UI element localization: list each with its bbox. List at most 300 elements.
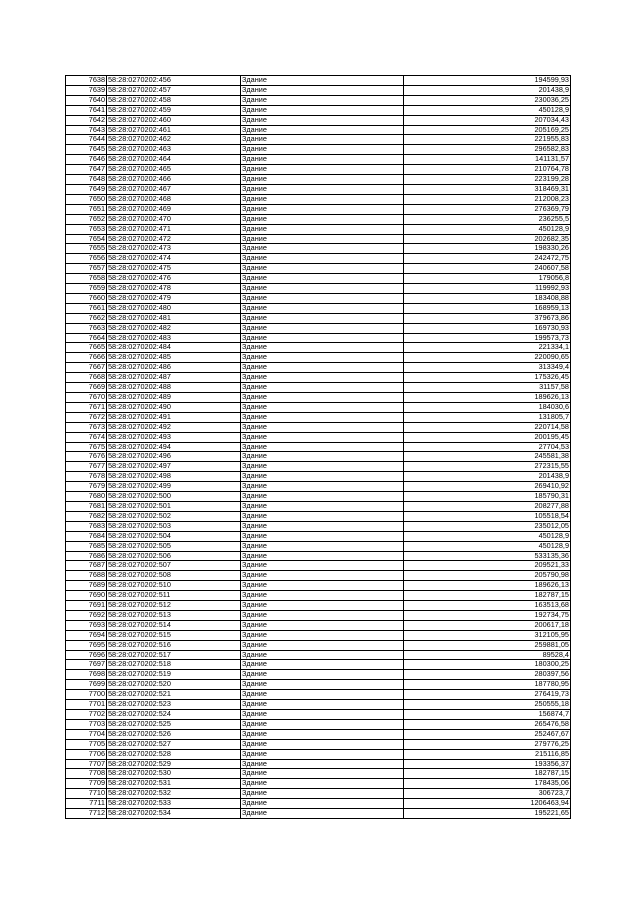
cadastral-value-cell: 198330,26 xyxy=(404,244,571,254)
table-row xyxy=(66,511,571,521)
table-row xyxy=(66,76,571,86)
table-row xyxy=(66,284,571,294)
cadastral-value-cell: 450128,9 xyxy=(404,541,571,551)
cadastral-value-cell: 235012,05 xyxy=(404,521,571,531)
object-type-cell: Здание xyxy=(241,739,404,749)
object-type-cell: Здание xyxy=(241,145,404,155)
table-row xyxy=(66,343,571,353)
cadastral-number-cell: 58:28:0270202:472 xyxy=(107,234,241,244)
object-type-cell: Здание xyxy=(241,650,404,660)
cadastral-value-cell: 265476,58 xyxy=(404,719,571,729)
row-number-cell: 7667 xyxy=(66,363,107,373)
cadastral-value-cell: 201438,9 xyxy=(404,472,571,482)
row-number-cell: 7688 xyxy=(66,571,107,581)
object-type-cell: Здание xyxy=(241,719,404,729)
row-number-cell: 7665 xyxy=(66,343,107,353)
cadastral-number-cell: 58:28:0270202:466 xyxy=(107,175,241,185)
object-type-cell: Здание xyxy=(241,244,404,254)
table-row xyxy=(66,175,571,185)
row-number-cell: 7704 xyxy=(66,729,107,739)
object-type-cell: Здание xyxy=(241,769,404,779)
cadastral-value-cell: 182787,15 xyxy=(404,769,571,779)
row-number-cell: 7652 xyxy=(66,214,107,224)
row-number-cell: 7691 xyxy=(66,601,107,611)
cadastral-value-cell: 245581,38 xyxy=(404,452,571,462)
object-type-cell: Здание xyxy=(241,729,404,739)
object-type-cell: Здание xyxy=(241,511,404,521)
table-row xyxy=(66,373,571,383)
cadastral-number-cell: 58:28:0270202:473 xyxy=(107,244,241,254)
table-row xyxy=(66,551,571,561)
row-number-cell: 7670 xyxy=(66,393,107,403)
cadastral-value-cell: 259881,05 xyxy=(404,640,571,650)
cadastral-value-cell: 141131,57 xyxy=(404,155,571,165)
cadastral-number-cell: 58:28:0270202:527 xyxy=(107,739,241,749)
cadastral-number-cell: 58:28:0270202:528 xyxy=(107,749,241,759)
row-number-cell: 7651 xyxy=(66,204,107,214)
object-type-cell: Здание xyxy=(241,591,404,601)
cadastral-value-cell: 175326,45 xyxy=(404,373,571,383)
cadastral-value-cell: 212008,23 xyxy=(404,194,571,204)
row-number-cell: 7707 xyxy=(66,759,107,769)
table-row xyxy=(66,700,571,710)
cadastral-value-cell: 178435,06 xyxy=(404,779,571,789)
table-row xyxy=(66,779,571,789)
cadastral-value-cell: 312105,95 xyxy=(404,630,571,640)
cadastral-value-cell: 31157,58 xyxy=(404,383,571,393)
table-row xyxy=(66,323,571,333)
table-body xyxy=(66,76,571,819)
row-number-cell: 7708 xyxy=(66,769,107,779)
row-number-cell: 7689 xyxy=(66,581,107,591)
cadastral-value-cell: 168959,13 xyxy=(404,303,571,313)
cadastral-number-cell: 58:28:0270202:500 xyxy=(107,492,241,502)
cadastral-value-cell: 156874,7 xyxy=(404,710,571,720)
cadastral-value-cell: 450128,9 xyxy=(404,224,571,234)
row-number-cell: 7699 xyxy=(66,680,107,690)
cadastral-number-cell: 58:28:0270202:523 xyxy=(107,700,241,710)
row-number-cell: 7668 xyxy=(66,373,107,383)
cadastral-number-cell: 58:28:0270202:526 xyxy=(107,729,241,739)
cadastral-number-cell: 58:28:0270202:525 xyxy=(107,719,241,729)
object-type-cell: Здание xyxy=(241,323,404,333)
cadastral-number-cell: 58:28:0270202:457 xyxy=(107,85,241,95)
cadastral-value-cell: 169730,93 xyxy=(404,323,571,333)
cadastral-number-cell: 58:28:0270202:460 xyxy=(107,115,241,125)
cadastral-number-cell: 58:28:0270202:497 xyxy=(107,462,241,472)
cadastral-number-cell: 58:28:0270202:529 xyxy=(107,759,241,769)
object-type-cell: Здание xyxy=(241,601,404,611)
cadastral-number-cell: 58:28:0270202:516 xyxy=(107,640,241,650)
object-type-cell: Здание xyxy=(241,620,404,630)
cadastral-number-cell: 58:28:0270202:482 xyxy=(107,323,241,333)
row-number-cell: 7697 xyxy=(66,660,107,670)
row-number-cell: 7687 xyxy=(66,561,107,571)
cadastral-number-cell: 58:28:0270202:487 xyxy=(107,373,241,383)
cadastral-number-cell: 58:28:0270202:461 xyxy=(107,125,241,135)
object-type-cell: Здание xyxy=(241,224,404,234)
object-type-cell: Здание xyxy=(241,363,404,373)
object-type-cell: Здание xyxy=(241,353,404,363)
cadastral-number-cell: 58:28:0270202:465 xyxy=(107,165,241,175)
cadastral-number-cell: 58:28:0270202:519 xyxy=(107,670,241,680)
row-number-cell: 7680 xyxy=(66,492,107,502)
cadastral-value-cell: 192734,75 xyxy=(404,610,571,620)
table-row xyxy=(66,393,571,403)
object-type-cell: Здание xyxy=(241,640,404,650)
cadastral-number-cell: 58:28:0270202:520 xyxy=(107,680,241,690)
cadastral-number-cell: 58:28:0270202:479 xyxy=(107,293,241,303)
cadastral-value-cell: 189626,13 xyxy=(404,581,571,591)
object-type-cell: Здание xyxy=(241,422,404,432)
table-row xyxy=(66,710,571,720)
row-number-cell: 7653 xyxy=(66,224,107,234)
cadastral-number-cell: 58:28:0270202:494 xyxy=(107,442,241,452)
object-type-cell: Здание xyxy=(241,680,404,690)
object-type-cell: Здание xyxy=(241,521,404,531)
table-row xyxy=(66,541,571,551)
table-row xyxy=(66,452,571,462)
object-type-cell: Здание xyxy=(241,710,404,720)
cadastral-value-cell: 184030,6 xyxy=(404,402,571,412)
row-number-cell: 7701 xyxy=(66,700,107,710)
table-row xyxy=(66,531,571,541)
table-row xyxy=(66,690,571,700)
table-row xyxy=(66,610,571,620)
cadastral-value-cell: 306723,7 xyxy=(404,789,571,799)
cadastral-value-cell: 202682,35 xyxy=(404,234,571,244)
table-row xyxy=(66,402,571,412)
object-type-cell: Здание xyxy=(241,749,404,759)
table-row xyxy=(66,680,571,690)
object-type-cell: Здание xyxy=(241,95,404,105)
object-type-cell: Здание xyxy=(241,155,404,165)
table-row xyxy=(66,561,571,571)
row-number-cell: 7692 xyxy=(66,610,107,620)
row-number-cell: 7678 xyxy=(66,472,107,482)
cadastral-value-cell: 208277,88 xyxy=(404,501,571,511)
table-row xyxy=(66,244,571,254)
table-row xyxy=(66,115,571,125)
cadastral-number-cell: 58:28:0270202:462 xyxy=(107,135,241,145)
table-row xyxy=(66,293,571,303)
row-number-cell: 7650 xyxy=(66,194,107,204)
cadastral-value-cell: 163513,68 xyxy=(404,601,571,611)
table-row xyxy=(66,125,571,135)
table-row xyxy=(66,412,571,422)
table-row xyxy=(66,184,571,194)
table-row xyxy=(66,719,571,729)
object-type-cell: Здание xyxy=(241,700,404,710)
row-number-cell: 7684 xyxy=(66,531,107,541)
object-type-cell: Здание xyxy=(241,125,404,135)
object-type-cell: Здание xyxy=(241,531,404,541)
cadastral-value-cell: 279776,25 xyxy=(404,739,571,749)
row-number-cell: 7677 xyxy=(66,462,107,472)
cadastral-value-cell: 1206463,94 xyxy=(404,799,571,809)
cadastral-value-cell: 180300,25 xyxy=(404,660,571,670)
cadastral-value-cell: 200195,45 xyxy=(404,432,571,442)
cadastral-value-cell: 533135,36 xyxy=(404,551,571,561)
cadastral-value-cell: 27704,53 xyxy=(404,442,571,452)
object-type-cell: Здание xyxy=(241,254,404,264)
cadastral-number-cell: 58:28:0270202:475 xyxy=(107,264,241,274)
row-number-cell: 7659 xyxy=(66,284,107,294)
cadastral-number-cell: 58:28:0270202:512 xyxy=(107,601,241,611)
table-row xyxy=(66,303,571,313)
table-row xyxy=(66,809,571,819)
row-number-cell: 7638 xyxy=(66,76,107,86)
table-row xyxy=(66,482,571,492)
row-number-cell: 7640 xyxy=(66,95,107,105)
row-number-cell: 7693 xyxy=(66,620,107,630)
object-type-cell: Здание xyxy=(241,214,404,224)
table-row xyxy=(66,521,571,531)
cadastral-value-cell: 242472,75 xyxy=(404,254,571,264)
table-row xyxy=(66,492,571,502)
cadastral-number-cell: 58:28:0270202:534 xyxy=(107,809,241,819)
cadastral-number-cell: 58:28:0270202:499 xyxy=(107,482,241,492)
table-row xyxy=(66,442,571,452)
object-type-cell: Здание xyxy=(241,293,404,303)
table-row xyxy=(66,432,571,442)
table-row xyxy=(66,165,571,175)
cadastral-number-cell: 58:28:0270202:481 xyxy=(107,313,241,323)
table-row xyxy=(66,660,571,670)
object-type-cell: Здание xyxy=(241,313,404,323)
cadastral-number-cell: 58:28:0270202:468 xyxy=(107,194,241,204)
object-type-cell: Здание xyxy=(241,690,404,700)
cadastral-value-cell: 240607,58 xyxy=(404,264,571,274)
object-type-cell: Здание xyxy=(241,383,404,393)
cadastral-value-cell: 280397,56 xyxy=(404,670,571,680)
data-table xyxy=(65,75,571,819)
table-row xyxy=(66,85,571,95)
cadastral-value-cell: 230036,25 xyxy=(404,95,571,105)
cadastral-value-cell: 179056,8 xyxy=(404,274,571,284)
cadastral-number-cell: 58:28:0270202:503 xyxy=(107,521,241,531)
row-number-cell: 7657 xyxy=(66,264,107,274)
table-row xyxy=(66,759,571,769)
row-number-cell: 7706 xyxy=(66,749,107,759)
row-number-cell: 7660 xyxy=(66,293,107,303)
table-row xyxy=(66,462,571,472)
cadastral-number-cell: 58:28:0270202:456 xyxy=(107,76,241,86)
row-number-cell: 7705 xyxy=(66,739,107,749)
object-type-cell: Здание xyxy=(241,303,404,313)
object-type-cell: Здание xyxy=(241,541,404,551)
cadastral-value-cell: 205169,25 xyxy=(404,125,571,135)
cadastral-number-cell: 58:28:0270202:521 xyxy=(107,690,241,700)
object-type-cell: Здание xyxy=(241,175,404,185)
object-type-cell: Здание xyxy=(241,135,404,145)
table-row xyxy=(66,234,571,244)
table-row xyxy=(66,472,571,482)
row-number-cell: 7654 xyxy=(66,234,107,244)
object-type-cell: Здание xyxy=(241,194,404,204)
object-type-cell: Здание xyxy=(241,452,404,462)
row-number-cell: 7711 xyxy=(66,799,107,809)
cadastral-value-cell: 215116,85 xyxy=(404,749,571,759)
row-number-cell: 7674 xyxy=(66,432,107,442)
cadastral-value-cell: 236255,5 xyxy=(404,214,571,224)
cadastral-value-cell: 200617,18 xyxy=(404,620,571,630)
cadastral-value-cell: 250555,18 xyxy=(404,700,571,710)
row-number-cell: 7690 xyxy=(66,591,107,601)
object-type-cell: Здание xyxy=(241,571,404,581)
row-number-cell: 7694 xyxy=(66,630,107,640)
table-row xyxy=(66,581,571,591)
object-type-cell: Здание xyxy=(241,274,404,284)
cadastral-value-cell: 210764,78 xyxy=(404,165,571,175)
row-number-cell: 7675 xyxy=(66,442,107,452)
cadastral-number-cell: 58:28:0270202:474 xyxy=(107,254,241,264)
row-number-cell: 7647 xyxy=(66,165,107,175)
cadastral-value-cell: 209521,33 xyxy=(404,561,571,571)
cadastral-value-cell: 223199,28 xyxy=(404,175,571,185)
cadastral-value-cell: 313349,4 xyxy=(404,363,571,373)
cadastral-value-cell: 318469,31 xyxy=(404,184,571,194)
object-type-cell: Здание xyxy=(241,264,404,274)
object-type-cell: Здание xyxy=(241,412,404,422)
object-type-cell: Здание xyxy=(241,105,404,115)
cadastral-number-cell: 58:28:0270202:514 xyxy=(107,620,241,630)
cadastral-number-cell: 58:28:0270202:459 xyxy=(107,105,241,115)
table-row xyxy=(66,650,571,660)
table-row xyxy=(66,363,571,373)
cadastral-number-cell: 58:28:0270202:464 xyxy=(107,155,241,165)
row-number-cell: 7709 xyxy=(66,779,107,789)
cadastral-value-cell: 195221,65 xyxy=(404,809,571,819)
cadastral-number-cell: 58:28:0270202:532 xyxy=(107,789,241,799)
cadastral-number-cell: 58:28:0270202:501 xyxy=(107,501,241,511)
row-number-cell: 7643 xyxy=(66,125,107,135)
cadastral-number-cell: 58:28:0270202:510 xyxy=(107,581,241,591)
cadastral-value-cell: 119992,93 xyxy=(404,284,571,294)
object-type-cell: Здание xyxy=(241,581,404,591)
table-row xyxy=(66,729,571,739)
row-number-cell: 7698 xyxy=(66,670,107,680)
table-row xyxy=(66,224,571,234)
cadastral-value-cell: 276419,73 xyxy=(404,690,571,700)
table-row xyxy=(66,105,571,115)
row-number-cell: 7702 xyxy=(66,710,107,720)
row-number-cell: 7649 xyxy=(66,184,107,194)
cadastral-number-cell: 58:28:0270202:488 xyxy=(107,383,241,393)
cadastral-number-cell: 58:28:0270202:511 xyxy=(107,591,241,601)
row-number-cell: 7639 xyxy=(66,85,107,95)
cadastral-number-cell: 58:28:0270202:492 xyxy=(107,422,241,432)
object-type-cell: Здание xyxy=(241,660,404,670)
table-row xyxy=(66,739,571,749)
table-row xyxy=(66,155,571,165)
table-row xyxy=(66,145,571,155)
row-number-cell: 7712 xyxy=(66,809,107,819)
object-type-cell: Здание xyxy=(241,76,404,86)
object-type-cell: Здание xyxy=(241,472,404,482)
cadastral-value-cell: 220090,65 xyxy=(404,353,571,363)
row-number-cell: 7683 xyxy=(66,521,107,531)
object-type-cell: Здание xyxy=(241,779,404,789)
object-type-cell: Здание xyxy=(241,402,404,412)
cadastral-number-cell: 58:28:0270202:502 xyxy=(107,511,241,521)
cadastral-number-cell: 58:28:0270202:480 xyxy=(107,303,241,313)
object-type-cell: Здание xyxy=(241,809,404,819)
cadastral-number-cell: 58:28:0270202:515 xyxy=(107,630,241,640)
object-type-cell: Здание xyxy=(241,115,404,125)
object-type-cell: Здание xyxy=(241,373,404,383)
row-number-cell: 7703 xyxy=(66,719,107,729)
table-row xyxy=(66,591,571,601)
object-type-cell: Здание xyxy=(241,204,404,214)
cadastral-number-cell: 58:28:0270202:486 xyxy=(107,363,241,373)
cadastral-number-cell: 58:28:0270202:483 xyxy=(107,333,241,343)
object-type-cell: Здание xyxy=(241,492,404,502)
table-row xyxy=(66,204,571,214)
table-row xyxy=(66,313,571,323)
cadastral-value-cell: 187780,95 xyxy=(404,680,571,690)
cadastral-number-cell: 58:28:0270202:485 xyxy=(107,353,241,363)
cadastral-number-cell: 58:28:0270202:530 xyxy=(107,769,241,779)
table-row xyxy=(66,333,571,343)
object-type-cell: Здание xyxy=(241,759,404,769)
cadastral-value-cell: 185790,31 xyxy=(404,492,571,502)
row-number-cell: 7663 xyxy=(66,323,107,333)
object-type-cell: Здание xyxy=(241,670,404,680)
row-number-cell: 7655 xyxy=(66,244,107,254)
row-number-cell: 7658 xyxy=(66,274,107,284)
row-number-cell: 7679 xyxy=(66,482,107,492)
table-row xyxy=(66,214,571,224)
cadastral-value-cell: 201438,9 xyxy=(404,85,571,95)
row-number-cell: 7700 xyxy=(66,690,107,700)
row-number-cell: 7664 xyxy=(66,333,107,343)
cadastral-number-cell: 58:28:0270202:463 xyxy=(107,145,241,155)
table-row xyxy=(66,264,571,274)
cadastral-number-cell: 58:28:0270202:505 xyxy=(107,541,241,551)
table-row xyxy=(66,571,571,581)
row-number-cell: 7666 xyxy=(66,353,107,363)
cadastral-value-cell: 450128,9 xyxy=(404,105,571,115)
row-number-cell: 7644 xyxy=(66,135,107,145)
row-number-cell: 7695 xyxy=(66,640,107,650)
object-type-cell: Здание xyxy=(241,343,404,353)
object-type-cell: Здание xyxy=(241,165,404,175)
object-type-cell: Здание xyxy=(241,482,404,492)
cadastral-value-cell: 252467,67 xyxy=(404,729,571,739)
cadastral-value-cell: 131805,7 xyxy=(404,412,571,422)
row-number-cell: 7686 xyxy=(66,551,107,561)
object-type-cell: Здание xyxy=(241,184,404,194)
row-number-cell: 7685 xyxy=(66,541,107,551)
row-number-cell: 7682 xyxy=(66,511,107,521)
row-number-cell: 7656 xyxy=(66,254,107,264)
cadastral-value-cell: 296582,83 xyxy=(404,145,571,155)
cadastral-value-cell: 207034,43 xyxy=(404,115,571,125)
object-type-cell: Здание xyxy=(241,393,404,403)
cadastral-number-cell: 58:28:0270202:476 xyxy=(107,274,241,284)
table-row xyxy=(66,501,571,511)
cadastral-value-cell: 183408,88 xyxy=(404,293,571,303)
row-number-cell: 7672 xyxy=(66,412,107,422)
cadastral-number-cell: 58:28:0270202:469 xyxy=(107,204,241,214)
cadastral-value-cell: 105518,54 xyxy=(404,511,571,521)
cadastral-number-cell: 58:28:0270202:489 xyxy=(107,393,241,403)
table-row xyxy=(66,620,571,630)
cadastral-number-cell: 58:28:0270202:524 xyxy=(107,710,241,720)
cadastral-value-cell: 205790,98 xyxy=(404,571,571,581)
object-type-cell: Здание xyxy=(241,799,404,809)
